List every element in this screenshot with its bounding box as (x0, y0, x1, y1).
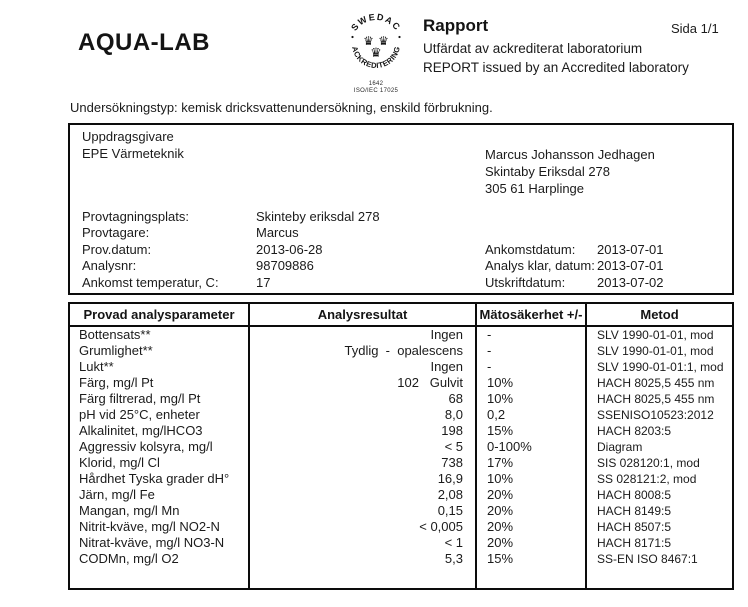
cell-parameter: pH vid 25°C, enheter (79, 407, 200, 422)
field-value: 17 (256, 274, 271, 290)
cell-method: SIS 028120:1, mod (586, 455, 733, 471)
cell-uncertainty: - (476, 359, 586, 375)
table-row (69, 407, 733, 423)
field-label: Provtagare: (82, 225, 150, 241)
cell-uncertainty: - (476, 343, 586, 359)
swedac-accreditation-logo (341, 12, 411, 95)
field-value: Skinteby eriksdal 278 (256, 209, 380, 224)
cell-method: SSENISO10523:2012 (586, 407, 733, 423)
cell-method: HACH 8203:5 (586, 423, 733, 439)
column-header-uncertainty: Mätosäkerhet +/- (476, 303, 586, 326)
table-row (69, 391, 733, 407)
crown-bottom-icon: ♛ (370, 46, 382, 61)
cell-result: 68 (249, 391, 476, 407)
field-print-date (485, 275, 664, 291)
report-subtitle-english: REPORT issued by an Accredited laboratory (423, 60, 689, 75)
logo-standard: ISO/IEC 17025 (353, 88, 399, 94)
cell-method: HACH 8025,5 455 nm (586, 375, 733, 391)
field-arrival-temperature (82, 275, 380, 291)
field-sampler (82, 225, 380, 241)
table-row (69, 471, 733, 487)
table-header-row (69, 303, 733, 326)
field-analysis-done-date (485, 258, 664, 274)
table-row (69, 551, 733, 567)
field-sampling-place (82, 209, 380, 225)
cell-parameter: Nitrit-kväve, mg/l NO2-N (79, 519, 220, 534)
column-header-result: Analysresultat (249, 303, 476, 326)
field-label: Prov.datum: (82, 241, 152, 257)
column-header-method: Metod (586, 303, 733, 326)
table-row (69, 487, 733, 503)
cell-parameter: Aggressiv kolsyra, mg/l (79, 439, 213, 454)
cell-uncertainty: 10% (476, 375, 586, 391)
recipient-address-block (485, 146, 655, 197)
column-header-parameter: Provad analysparameter (69, 303, 249, 326)
cell-method: SS 028121:2, mod (586, 471, 733, 487)
cell-parameter: Lukt** (79, 359, 114, 374)
cell-parameter: Klorid, mg/l Cl (79, 455, 160, 470)
cell-result: 198 (249, 423, 476, 439)
page-number: Sida 1/1 (671, 21, 719, 36)
analysis-results-table (68, 302, 734, 590)
field-sample-date (82, 242, 380, 258)
cell-method: HACH 8149:5 (586, 503, 733, 519)
examination-type-line: Undersökningstyp: kemisk dricksvattenundersökning, enskild förbrukning. (70, 100, 493, 115)
swedac-seal-icon (344, 12, 408, 76)
cell-result: 2,08 (249, 487, 476, 503)
field-value: 2013-07-02 (597, 274, 664, 290)
cell-uncertainty: 10% (476, 471, 586, 487)
sample-info-box (68, 123, 734, 295)
cell-method: HACH 8507:5 (586, 519, 733, 535)
cell-uncertainty: 0,2 (476, 407, 586, 423)
logo-arc-top-text: SWEDAC (349, 12, 403, 33)
cell-result: Ingen (249, 326, 476, 343)
lab-logo-text: AQUA-LAB (78, 29, 210, 56)
cell-method: SLV 1990-01-01, mod (586, 326, 733, 343)
cell-uncertainty: 20% (476, 503, 586, 519)
table-row (69, 375, 733, 391)
cell-uncertainty: 15% (476, 551, 586, 567)
cell-uncertainty: 15% (476, 423, 586, 439)
cell-method: HACH 8171:5 (586, 535, 733, 551)
field-arrival-date (485, 242, 664, 258)
field-value: 98709886 (256, 258, 314, 274)
cell-parameter: Mangan, mg/l Mn (79, 503, 180, 518)
cell-result: 5,3 (249, 551, 476, 567)
recipient-postal-city: 305 61 Harplinge (485, 181, 585, 196)
field-label: Analysnr: (82, 258, 137, 274)
cell-parameter: Alkalinitet, mg/lHCO3 (79, 423, 203, 438)
table-row (69, 455, 733, 471)
three-crowns-icon (363, 34, 389, 61)
cell-parameter: Färg filtrerad, mg/l Pt (79, 391, 201, 406)
field-label: Ankomstdatum: (485, 242, 576, 257)
field-value: 2013-07-01 (597, 258, 664, 274)
cell-parameter: CODMn, mg/l O2 (79, 551, 179, 566)
sample-fields-right (485, 242, 664, 291)
cell-method: Diagram (586, 439, 733, 455)
cell-uncertainty: - (476, 326, 586, 343)
cell-result: < 5 (249, 439, 476, 455)
cell-method: SS-EN ISO 8467:1 (586, 551, 733, 567)
field-label: Analys klar, datum: (485, 258, 595, 274)
table-row (69, 439, 733, 455)
cell-uncertainty: 10% (476, 391, 586, 407)
cell-parameter: Färg, mg/l Pt (79, 375, 154, 390)
cell-uncertainty: 20% (476, 519, 586, 535)
logo-arc-bottom-text: ACKREDITERING (350, 45, 402, 71)
client-label: Uppdragsgivare (82, 129, 174, 144)
field-value: 2013-06-28 (256, 241, 323, 257)
report-subtitle-swedish: Utfärdat av ackrediterat laboratorium (423, 41, 643, 56)
table-row (69, 519, 733, 535)
cell-parameter: Nitrat-kväve, mg/l NO3-N (79, 535, 225, 550)
cell-method: HACH 8008:5 (586, 487, 733, 503)
sample-fields-left (82, 209, 380, 291)
cell-method: SLV 1990-01-01, mod (586, 343, 733, 359)
cell-result: < 0,005 (249, 519, 476, 535)
cell-result: < 1 (249, 535, 476, 551)
field-value: 2013-07-01 (597, 242, 664, 257)
client-name: EPE Värmeteknik (82, 146, 184, 161)
svg-text:SWEDAC (349, 12, 403, 33)
crown-top-left-icon: ♛ (363, 34, 374, 48)
cell-result: 8,0 (249, 407, 476, 423)
cell-method: SLV 1990-01-01:1, mod (586, 359, 733, 375)
table-row (69, 503, 733, 519)
logo-year: 1642 (368, 81, 384, 87)
field-label: Provtagningsplats: (82, 209, 189, 224)
field-value: Marcus (256, 225, 299, 241)
crown-top-right-icon: ♛ (378, 34, 389, 48)
cell-method: HACH 8025,5 455 nm (586, 391, 733, 407)
cell-result: 16,9 (249, 471, 476, 487)
field-label: Utskriftdatum: (485, 274, 566, 290)
cell-uncertainty: 20% (476, 487, 586, 503)
cell-uncertainty: 17% (476, 455, 586, 471)
cell-uncertainty: 0-100% (476, 439, 586, 455)
cell-result: Tydlig - opalescens (249, 343, 476, 359)
cell-uncertainty: 20% (476, 535, 586, 551)
cell-parameter: Hårdhet Tyska grader dH° (79, 471, 230, 486)
recipient-name: Marcus Johansson Jedhagen (485, 147, 655, 162)
table-row (69, 359, 733, 375)
field-label: Ankomst temperatur, C: (82, 274, 219, 290)
field-analysis-number (82, 258, 380, 274)
cell-result: 0,15 (249, 503, 476, 519)
table-row (69, 326, 733, 343)
table-row (69, 343, 733, 359)
cell-result: Ingen (249, 359, 476, 375)
cell-parameter: Grumlighet** (79, 343, 153, 358)
table-row (69, 535, 733, 551)
table-filler-row (69, 567, 733, 589)
cell-parameter: Bottensats** (79, 327, 151, 342)
cell-parameter: Järn, mg/l Fe (79, 487, 155, 502)
table-row (69, 423, 733, 439)
cell-result: 738 (249, 455, 476, 471)
report-title: Rapport (423, 16, 489, 35)
recipient-street: Skintaby Eriksdal 278 (485, 164, 611, 179)
cell-result: 102 Gulvit (249, 375, 476, 391)
